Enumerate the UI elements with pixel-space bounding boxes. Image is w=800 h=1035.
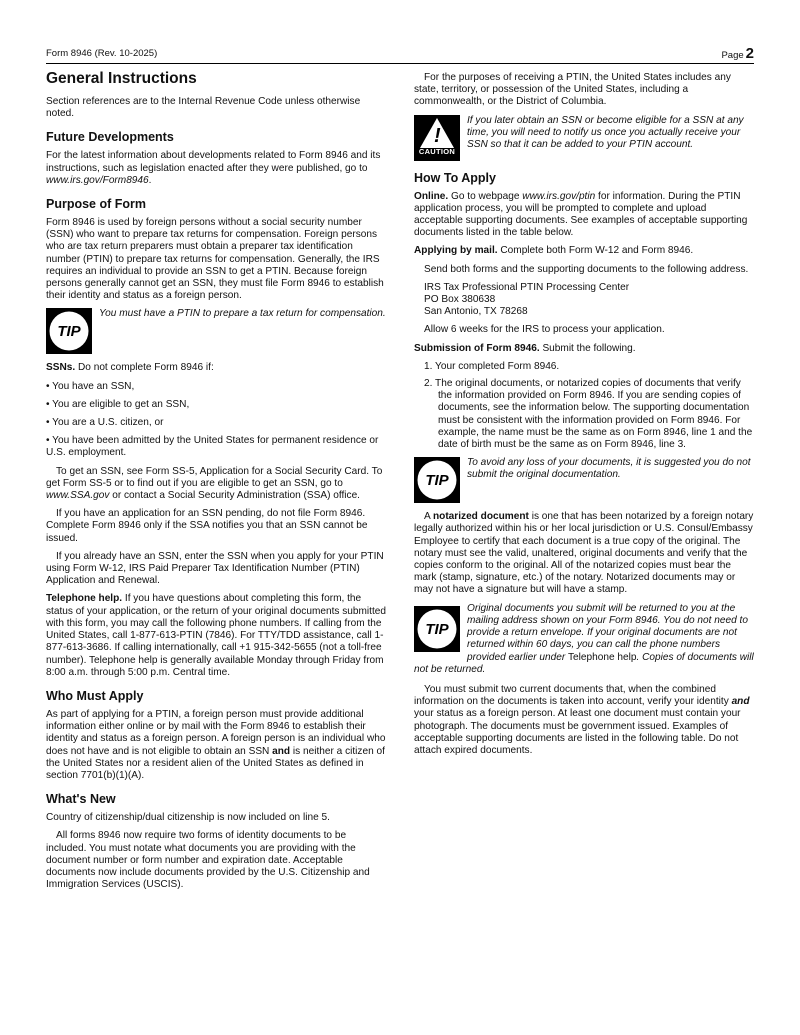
submission-item: 1. Your completed Form 8946.: [424, 360, 560, 372]
page-label: Page: [721, 50, 744, 61]
tip-icon: [414, 606, 460, 652]
page-num-value: 2: [745, 45, 754, 62]
who-heading: Who Must Apply: [46, 688, 144, 703]
page-number: [721, 45, 754, 62]
whatsnew-p2: All forms 8946 now require two forms of identity documents to be included. You must notate what documents you are providing with the document number or form number and expiration date. Acceptable documents now include documents provided by the U.S. Citizenship and Immigration Services (USCIS).: [46, 830, 370, 891]
ssns-p1: To get an SSN, see Form SS-5, Application for a Social Security Card. To get Form SS-5 or to find out if you are eligible to get an SSN, go to www.SSA.gov or contact a Social Security Administration (SSA) office.: [46, 465, 383, 502]
mail-text: Applying by mail. Complete both Form W-12 and Form 8946.: [414, 245, 694, 257]
tip-callout-3: [414, 603, 754, 676]
online-text: Online. Go to webpage www.irs.gov/ptin for information. During the PTIN application process, you will be prompted to complete and upload acceptable supporting documents. See examples of acceptable supporting documents listed in the table below.: [414, 190, 748, 239]
caution-icon: ! CAUTION: [414, 115, 460, 161]
caution-text: If you later obtain an SSN or become eligible for a SSN at any time, you will need to notify us once you actually receive your SSN so that it can be added to your PTIN account.: [467, 114, 744, 151]
address-line: San Antonio, TX 78268: [424, 306, 528, 318]
right-column: [414, 72, 754, 763]
tip-callout-1: [46, 308, 387, 354]
whatsnew-heading: What's New: [46, 792, 116, 807]
ssns-p2: If you have an application for an SSN pending, do not file Form 8946. Complete Form 8946 only if the SSA notifies you that an SSN cannot be issued.: [46, 508, 368, 544]
form-id: Form 8946 (Rev. 10-2025): [46, 48, 158, 59]
tip-icon: [46, 308, 92, 354]
allow-text: Allow 6 weeks for the IRS to process your application.: [424, 324, 665, 336]
ptin-link[interactable]: www.irs.gov/ptin: [522, 190, 596, 202]
ssns-bullet: • You have been admitted by the United States for permanent residence or U.S. employment.: [46, 435, 379, 459]
page-title: General Instructions: [46, 70, 197, 87]
tip-text-1: You must have a PTIN to prepare a tax return for compensation.: [99, 308, 386, 320]
caution-label: CAUTION: [418, 147, 456, 157]
send-text: Send both forms and the supporting documents to the following address.: [424, 263, 749, 275]
address-line: IRS Tax Professional PTIN Processing Center: [424, 281, 630, 293]
telephone-help: Telephone help. If you have questions about completing this form, the status of your application, or the return of your original documents submitted with this form, you may call the following phone numbers. If calling from the United States, call 1-877-613-PTIN (7846). For TTY/TDD assistance, call 1-877-613-3686. If calling internationally, call +1 915-342-5655 (not a toll-free number). Telephone help is generally available Monday through Friday from 8:00 a.m. through 5:00 p.m. Central time.: [46, 593, 387, 678]
notarized-text: A notarized document is one that has been notarized by a foreign notary legally authorized within his or her local jurisdiction or U.S. Consul/Embassy Employee to certify that each document is a true copy of the original. The notary must see the valid, unaltered, original documents and verify that the copies conform to the original. All of the notarized copies must bear the mark (stamp, signature, etc.) of the notary. Notarized documents may or may not have a signature but will have a stamp.: [414, 511, 754, 596]
submission-item: 2. The original documents, or notarized copies of documents that verify the information provided on Form 8946. If you are sending copies of documents, see the information below. The supporting documentation must be consistent with the information provided on Form 8946. For example, the name must be the same as on Form 8946, line 1 and the date of birth must be the same as on Form 8946, line 3.: [424, 378, 753, 451]
final-text: You must submit two current documents that, when the combined information on the documents is taken into account, verify your identity and your status as a foreign person. At least one document must contain your photograph. The documents must be government issued. Examples of acceptable supporting documents are listed in the following table. Do not attach expired documents.: [414, 683, 750, 756]
future-text: For the latest information about developments related to Form 8946 and its instructions, such as legislation enacted after they were published, go to www.irs.gov/Form8946.: [46, 150, 381, 186]
future-heading: Future Developments: [46, 130, 174, 145]
ssns-bullet: • You are eligible to get an SSN,: [46, 398, 190, 410]
submission-text: Submission of Form 8946. Submit the following.: [414, 342, 636, 354]
tip-icon-label: TIP: [425, 472, 449, 490]
tip-callout-2: [414, 457, 754, 503]
form8946-link[interactable]: www.irs.gov/Form8946: [46, 174, 149, 186]
purpose-heading: Purpose of Form: [46, 197, 147, 212]
ssns-bullet: • You have an SSN,: [46, 380, 135, 392]
address-line: PO Box 380638: [424, 294, 496, 306]
ssns-bullet: • You are a U.S. citizen, or: [46, 417, 164, 429]
ptin-us-text: For the purposes of receiving a PTIN, the United States includes any state, territory, or possession of the United States, including a commonwealth, or the District of Columbia.: [414, 72, 731, 108]
tip-icon-label: TIP: [425, 620, 449, 638]
whatsnew-p1: Country of citizenship/dual citizenship is now included on line 5.: [46, 812, 330, 824]
tip-text-3a: Original documents you submit will be returned to you at the mailing address shown on your Form 8946. You do not need to provide a return envelope. If your original documents are not returned within 60 days, you can call the phone numbers provided earlier under: [467, 602, 748, 663]
purpose-text: Form 8946 is used by foreign persons without a social security number (SSN) who want to prepare tax returns for compensation. Foreign persons who are tax return preparers must obtain a preparer tax identification number (PTIN) to prepare tax returns for compensation. Generally, the IRS requires an individual to provide an SSN to get a PTIN. Because foreign persons generally cannot get an SSN, they must file Form 8946 to establish their identity and status as a foreign person.: [46, 217, 384, 302]
who-text: As part of applying for a PTIN, a foreign person must provide additional information either online or by mail with the Form 8946 to establish their identity and status as a foreign person. A foreign person is an individual who does not have and is not eligible to obtain an SSN and is neither a citizen of the United States nor a resident alien of the United States as defined in section 7701(b)(1)(A).: [46, 708, 386, 781]
tip-text-3b: . Copies of documents will not be returned.: [414, 651, 754, 675]
tip-icon-label: TIP: [57, 323, 81, 341]
caution-callout: [414, 115, 754, 161]
ssa-link[interactable]: www.SSA.gov: [46, 490, 110, 502]
howto-heading: How To Apply: [414, 170, 496, 185]
tip-text-2: To avoid any loss of your documents, it is suggested you do not submit the original documentation.: [467, 457, 751, 481]
telephone-help-ref: Telephone help: [568, 651, 637, 663]
intro-text: Section references are to the Internal Revenue Code unless otherwise noted.: [46, 96, 361, 120]
ssns-p3: If you already have an SSN, enter the SSN when you apply for your PTIN using Form W-12, IRS Paid Preparer Tax Identification Number (PTIN) Application and Renewal.: [46, 550, 384, 587]
mailing-address: [424, 282, 754, 319]
ssns-intro: SSNs. Do not complete Form 8946 if:: [46, 362, 214, 374]
tip-icon: [414, 457, 460, 503]
page-header: [46, 43, 754, 64]
left-column: [46, 70, 387, 897]
